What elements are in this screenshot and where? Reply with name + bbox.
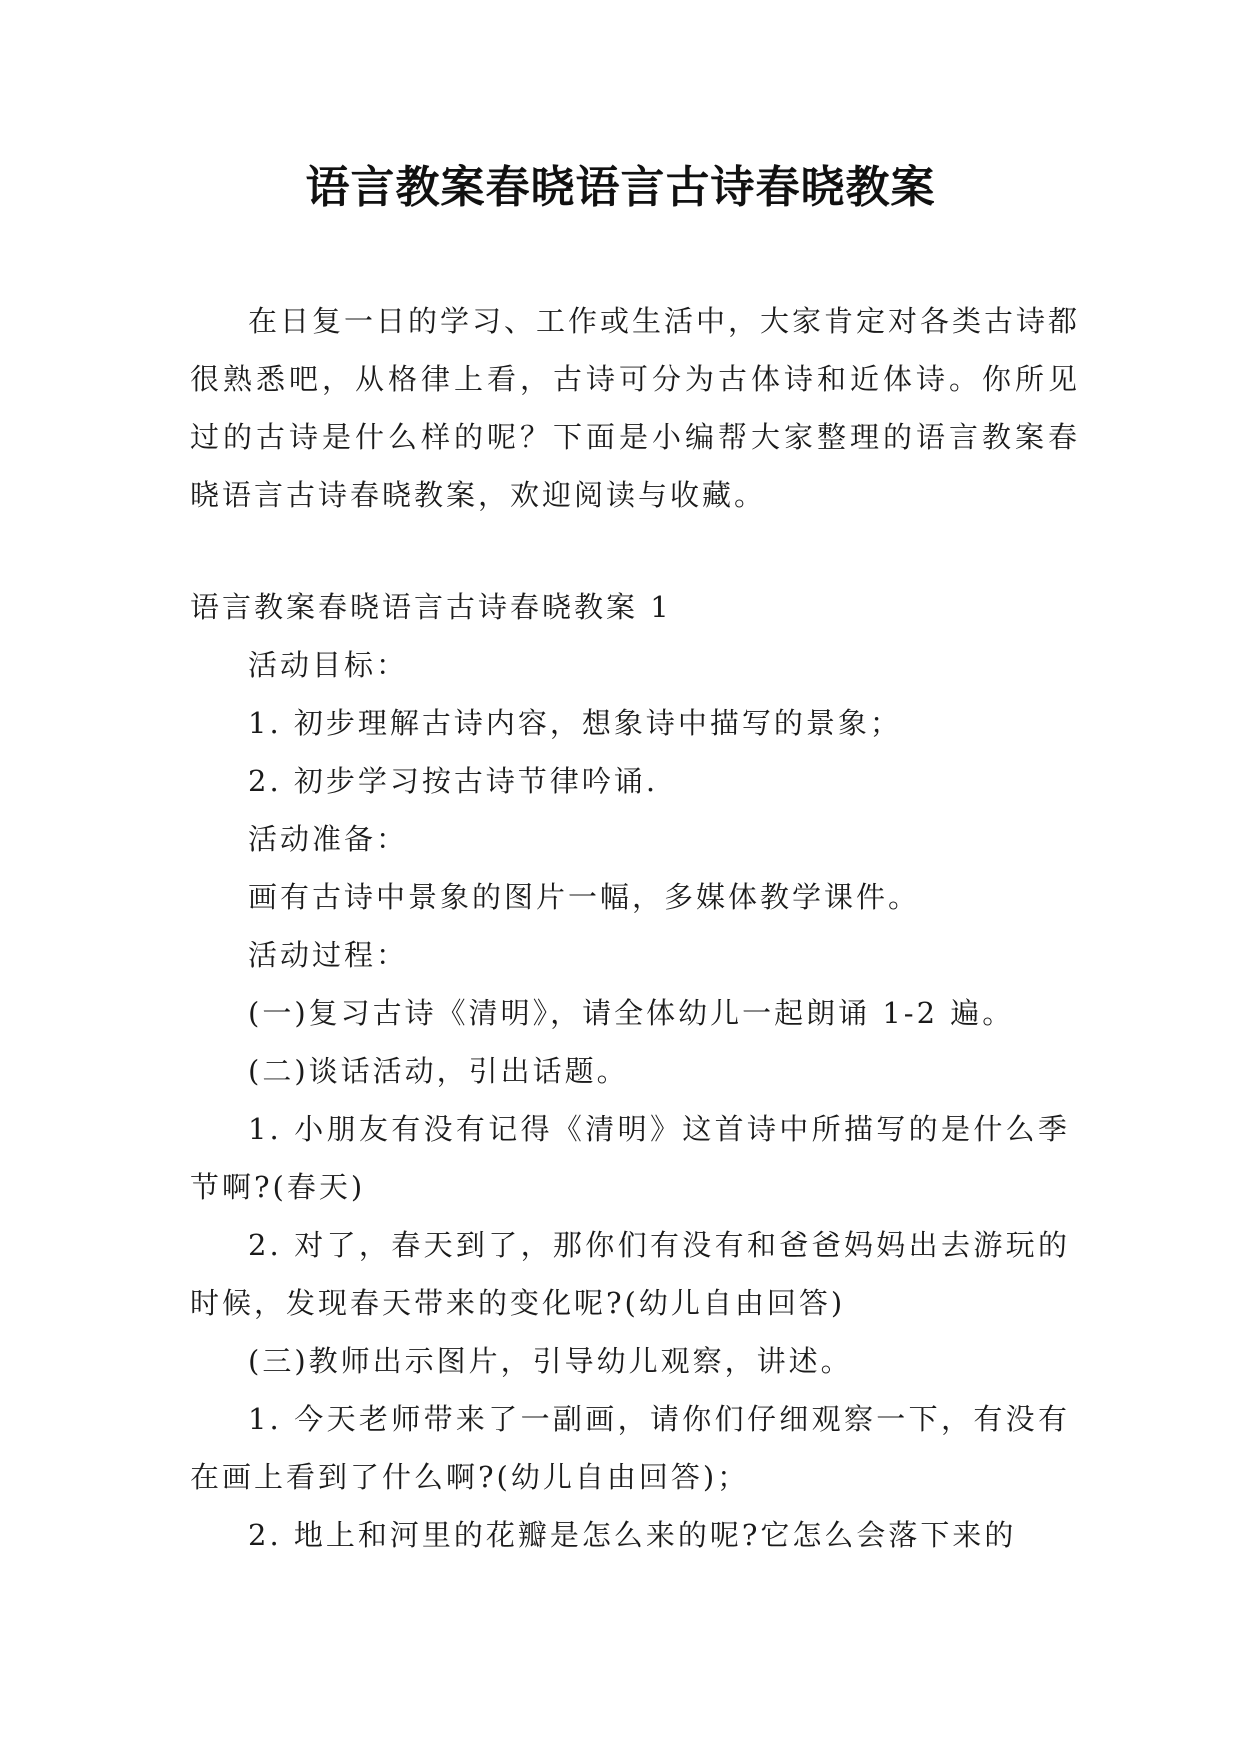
paragraph: 活动目标： [248, 648, 409, 682]
paragraph: (一)复习古诗《清明》，请全体幼儿一起朗诵 1-2 遍。 [248, 996, 1015, 1030]
document-body [190, 636, 1070, 1564]
paragraph: 2. 地上和河里的花瓣是怎么来的呢?它怎么会落下来的 [248, 1518, 1017, 1552]
intro-paragraph: 在日复一日的学习、工作或生活中，大家肯定对各类古诗都很熟悉吧，从格律上看，古诗可分为古体诗和近体诗。你所见过的古诗是什么样的呢？下面是小编帮大家整理的语言教案春晓语言古诗春晓教案，欢迎阅读与收藏。 [190, 304, 1081, 512]
paragraph: (二)谈话活动，引出话题。 [248, 1054, 629, 1088]
paragraph: 1. 小朋友有没有记得《清明》这首诗中所描写的是什么季节啊?(春天) [190, 1112, 1070, 1204]
section-heading: 语言教案春晓语言古诗春晓教案 1 [190, 590, 672, 624]
paragraph: 活动准备： [248, 822, 409, 856]
paragraph: 1. 今天老师带来了一副画，请你们仔细观察一下，有没有在画上看到了什么啊?(幼儿自由回答)； [190, 1402, 1070, 1494]
paragraph: 2. 对了，春天到了，那你们有没有和爸爸妈妈出去游玩的时候，发现春天带来的变化呢?(幼儿自由回答) [190, 1228, 1070, 1320]
paragraph: 2. 初步学习按古诗节律吟诵. [248, 764, 659, 798]
paragraph: 画有古诗中景象的图片一幅，多媒体教学课件。 [248, 880, 921, 914]
paragraph: 活动过程： [248, 938, 409, 972]
paragraph: 1. 初步理解古诗内容，想象诗中描写的景象； [248, 706, 902, 740]
paragraph: (三)教师出示图片，引导幼儿观察，讲述。 [248, 1344, 853, 1378]
document-title: 语言教案春晓语言古诗春晓教案 [305, 162, 936, 213]
